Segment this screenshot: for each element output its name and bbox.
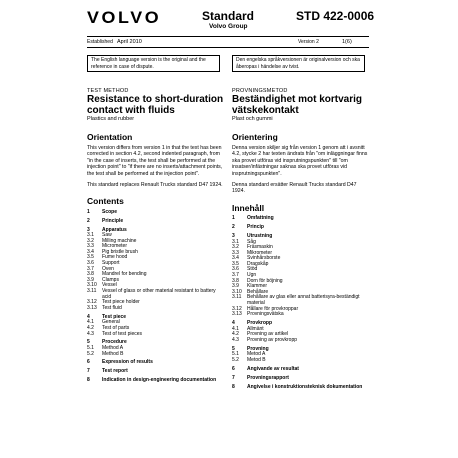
language-notice-swedish: Den engelska språkversionen är originalversion och ska åberopas i händelse av tvist. [232,55,365,72]
toc-number: 5.2 [87,350,94,357]
toc-entry [87,369,225,375]
toc-number: 3.7 [232,272,239,279]
toc-entry [232,312,370,318]
toc-number: 7 [232,374,235,381]
toc-number: 3 [87,226,90,233]
toc-title: Expression of results [102,359,153,366]
toc-title: Test report [102,368,128,375]
toc-number: 3.11 [87,288,97,295]
toc-number: 4.3 [87,330,94,337]
toc-number: 3.9 [232,283,239,290]
toc-title: Micrometer [102,243,128,250]
toc-number: 5 [87,339,90,346]
toc-number: 3.13 [232,311,242,318]
method-label: TEST METHOD [87,88,129,94]
orientation-text: This version differs from version 1 in that the text has been corrected in section 4.2, second indented paragraph, from "in the case of inserts, the test shall be performed at the injection point" to "if there are no inserts/attachment points, the test shall be performed at the injection point". [87,145,223,177]
toc-title: Dragskåp [247,260,269,267]
toc-title: Hållare för provkroppar [247,305,299,312]
toc-title: Angivande av resultat [247,365,299,372]
toc-entry [232,225,370,231]
toc-entry [87,332,225,338]
toc-number: 3.10 [87,282,97,289]
toc-title: Allmänt [247,325,264,332]
toc-title: Omfattning [247,215,274,222]
toc-title: Scope [102,208,118,215]
toc-number: 3.4 [232,255,239,262]
orientation-heading: Orientering [232,132,278,142]
toc-title: Dorn för böjning [247,277,283,284]
toc-title: Metod B [247,356,266,363]
toc-number: 4.1 [87,319,94,326]
toc-title: Method B [102,350,124,357]
toc-entry [87,306,225,312]
toc-number: 3.4 [87,248,94,255]
toc-title: Test piece holder [102,299,140,306]
toc-title: Metod A [247,351,266,358]
toc-number: 4.3 [232,336,239,343]
toc-title: Procedure [102,339,127,346]
page-number: 1(6) [342,39,352,45]
english-column [87,88,225,384]
toc-number: 8 [87,377,90,384]
method-label: PROVNINGSMETOD [232,88,288,94]
header-rule-top [87,36,369,37]
toc-entry [87,210,225,216]
toc-title: Provkropp [247,320,273,327]
toc-title: Såg [247,238,256,245]
toc-number: 1 [87,208,90,215]
toc-title: Klammer [247,283,268,290]
toc-entry [87,352,225,358]
toc-number: 4 [87,313,90,320]
toc-number: 3.1 [87,232,94,239]
toc-title: Provning av artikel [247,331,289,338]
language-notice-english: The English language version is the original and the reference in case of dispute. [87,55,220,72]
toc-entry [87,378,225,384]
toc-title: Provning [247,345,269,352]
orientation-text: Denna version skiljer sig från version 1 genom att i avsnitt 4.2, stycke 2 har texten ändrats från "om inläggningar finns ska provet utföras vid insprutningspunkten" till "om insatser/infästningar saknas ska provet utföras vid insprutningspunkten". [232,145,368,177]
toc-number: 3.3 [87,243,94,250]
standard-number: STD 422-0006 [296,9,375,23]
toc-number: 6 [232,365,235,372]
toc-entry [232,216,370,222]
toc-number: 8 [232,383,235,390]
toc-title: Vessel of glass or other material resistant to battery acid [102,288,216,300]
toc-title: Angivelse i konstruktionsteknisk dokumentation [247,383,363,390]
toc-number: 3.8 [87,271,94,278]
toc-title: Principle [102,217,124,224]
toc-title: Pig bristle brush [102,248,138,255]
document-title: Resistance to short-duration contact with fluids [87,94,224,116]
toc-number: 3.1 [232,238,239,245]
toc-title: Indication in design-engineering documentation [102,377,217,384]
toc-number: 3.12 [87,299,97,306]
toc-title: Method A [102,344,124,351]
replaces-text: Denna standard ersätter Renault Trucks standard D47 1924. [232,182,357,195]
toc-number: 4.2 [232,331,239,338]
toc-number: 3.10 [232,288,242,295]
toc-title: Saw [102,232,112,239]
toc-title: General [102,319,120,326]
document-subtitle: Plast och gummi [232,116,273,122]
version-label: Version 2 [298,39,319,45]
toc-number: 4 [232,320,235,327]
standard-label: Standard [202,9,255,23]
contents-heading: Contents [87,196,124,207]
toc-number: 3.2 [87,237,94,244]
document-title: Beständighet mot kortvarig vätskekontakt [232,94,363,116]
toc-title: Test piece [102,313,127,320]
toc-title: Provningsvätska [247,311,284,318]
toc-title: Provning av provkropp [247,336,298,343]
toc-title: Utrustning [247,232,273,239]
contents-heading: Innehåll [232,202,265,213]
toc-title: Princip [247,224,264,231]
table-of-contents [232,216,370,390]
toc-number: 3.2 [232,244,239,251]
toc-number: 6 [87,359,90,366]
toc-entry [232,385,370,391]
toc-title: Behållare [247,288,269,295]
volvo-logo: VOLVO [87,8,162,27]
toc-title: Oven [102,265,114,272]
toc-number: 2 [232,224,235,231]
toc-title: Apparatus [102,226,127,233]
toc-title: Support [102,260,120,267]
toc-number: 3.7 [87,265,94,272]
toc-number: 5.1 [87,344,94,351]
table-of-contents [87,210,225,384]
toc-number: 5.2 [232,356,239,363]
toc-number: 1 [232,215,235,222]
toc-title: Behållare av glas eller annat batterisyra-beständigt material [247,294,360,307]
toc-title: Ugn [247,272,257,279]
standard-subtitle: Volvo Group [209,23,248,30]
toc-number: 7 [87,368,90,375]
toc-title: Stöd [247,266,258,273]
toc-title: Mandrel for bending [102,271,147,278]
toc-entry [232,338,370,344]
toc-title: Mikrometer [247,249,273,256]
toc-number: 3.3 [232,249,239,256]
toc-number: 2 [87,217,90,224]
toc-title: Clamps [102,276,119,283]
toc-entry [232,376,370,382]
toc-title: Test of test pieces [102,330,143,337]
orientation-heading: Orientation [87,132,133,142]
toc-entry [232,295,370,306]
toc-number: 3.6 [87,260,94,267]
toc-number: 3 [232,232,235,239]
toc-number: 3.9 [87,276,94,283]
toc-entry [87,360,225,366]
toc-title: Fume hood [102,254,128,261]
toc-entry [232,367,370,373]
toc-title: Fräsmaskin [247,244,273,251]
toc-number: 3.5 [87,254,94,261]
toc-entry [87,219,225,225]
toc-number: 3.13 [87,304,97,311]
toc-title: Svinhårsborste [247,255,281,262]
toc-title: Test fluid [102,304,122,311]
established-label: Established [87,39,113,45]
toc-title: Provningsrapport [247,374,289,381]
toc-title: Milling machine [102,237,137,244]
toc-number: 3.11 [232,294,242,301]
toc-title: Vessel [102,282,117,289]
toc-number: 4.1 [232,325,239,332]
document-subtitle: Plastics and rubber [87,116,135,122]
toc-number: 3.5 [232,260,239,267]
toc-title: Test of parts [102,324,130,331]
toc-number: 3.6 [232,266,239,273]
toc-number: 5 [232,345,235,352]
toc-number: 4.2 [87,324,94,331]
header-rule-bottom [87,47,369,48]
swedish-column [232,88,370,390]
toc-entry [232,358,370,364]
toc-number: 3.8 [232,277,239,284]
replaces-text: This standard replaces Renault Trucks standard D47 1924. [87,182,223,189]
toc-number: 3.12 [232,305,242,312]
established-date: April 2010 [117,39,142,45]
toc-number: 5.1 [232,351,239,358]
